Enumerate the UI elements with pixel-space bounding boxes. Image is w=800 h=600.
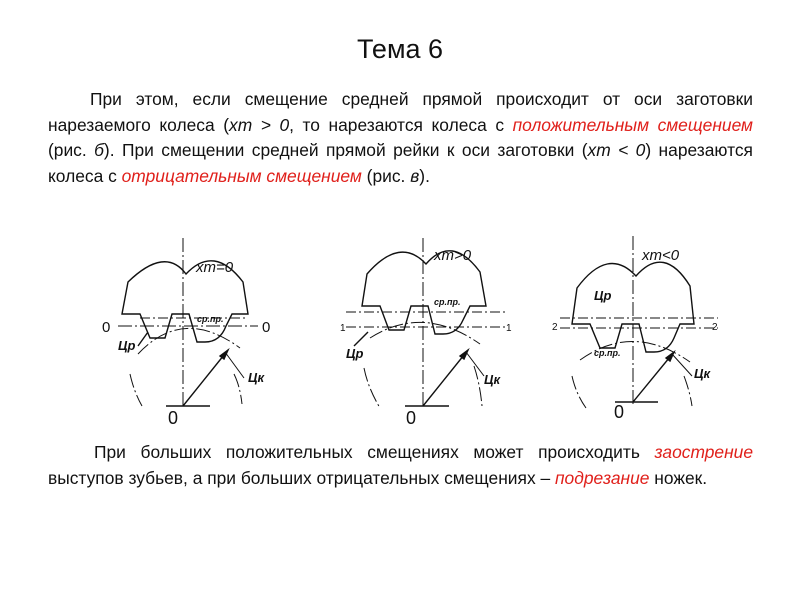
figure-c-drawing [560,236,718,408]
figure-ref-c: в [410,165,420,186]
gear-rack-figures [0,226,800,436]
text-span: ) нарезаются колеса с [48,140,753,186]
fig-c-center-label: 0 [614,402,625,422]
figure-a-drawing [118,238,258,406]
highlight-negative-shift: отрицательным смещением [121,165,362,186]
text-span: ). При смещении средней прямой рейки к оси заготовки ( [103,140,588,160]
fig-b-wheel-label: Цк [484,372,501,387]
text-span: (рис. [361,165,411,186]
fig-a-wheel-label: Цк [248,370,265,385]
text-span: , то нарезаются колеса с [289,114,513,135]
fig-c-line-right: 2 [712,322,718,333]
fig-a-line-left: 0 [102,319,111,336]
fig-a-label: xm=0 [196,259,234,276]
highlight-undercut: подрезание [554,467,650,488]
figure-ref-b: б [94,140,104,160]
text-span: ). [419,165,430,186]
condition-negative: xm < 0 [587,140,646,160]
fig-c-line-left: 2 [552,322,558,333]
fig-b-pitch-label: Цр [346,346,364,361]
fig-b-label: xm>0 [434,247,472,264]
figure-b-drawing [346,238,505,408]
paragraph-1 [48,87,753,189]
text-span: При больших положительных смещениях может происходить [94,442,655,462]
text-span: выступов зубьев, а при больших отрицательных смещениях – [48,467,555,488]
fig-b-center-label: 0 [406,408,417,428]
fig-c-pitch-label: Цр [594,288,612,303]
slide-title: Тема 6 [356,34,444,64]
fig-c-label: xm<0 [642,247,680,264]
text-span: ножек. [649,467,708,488]
highlight-positive-shift: положительным смещением [512,114,753,135]
fig-b-midline-label: ср.пр. [434,297,461,307]
condition-positive: xm > 0 [229,114,290,135]
fig-c-wheel-label: Цк [694,366,711,381]
text-span: (рис. [48,140,95,160]
fig-a-center-label: 0 [168,408,179,428]
fig-b-line-left: 1 [340,323,346,334]
fig-c-midline-label: ср.пр. [594,348,621,358]
fig-b-line-right: 1 [506,323,512,334]
highlight-sharpening: заострение [654,442,753,462]
paragraph-2 [48,440,753,491]
text-span: При этом, если смещение средней прямой происходит от оси заготовки нарезаемого колеса ( [48,89,753,135]
fig-a-line-right: 0 [262,319,271,336]
fig-a-midline-label: ср.пр. [197,314,224,324]
fig-a-pitch-label: Цр [118,338,136,353]
